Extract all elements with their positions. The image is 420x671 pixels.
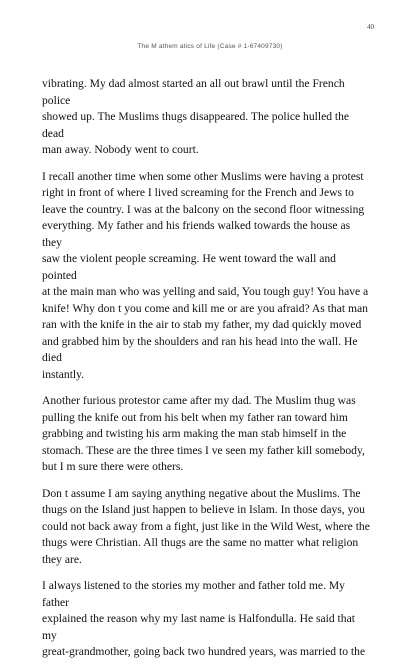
page-number: 40 [367,23,374,31]
paragraph: I always listened to the stories my mother and father told me. My father explained the reason why my last name is Halfondulla. He said that my great-grandmother, going back two hundred years, was married to the [42,579,366,658]
paragraph: Don t assume I am saying anything negative about the Muslims. The thugs on the Island just happen to believe in Islam. In those days, you could not back away from a fight, just like in the Wild West, where the thugs were Christian. All thugs are the same no matter what religion they are. [42,486,370,566]
running-header: The M athem atics of Life (Case # 1-67409730) [137,43,283,50]
paragraph: vibrating. My dad almost started an all out brawl until the French police showed up. The Muslims thugs disappeared. The police hulled the dead man away. Nobody went to court. [42,77,350,156]
paragraph: I recall another time when some other Muslims were having a protest right in front of where I lived screaming for the French and Jews to leave the country. I was at the balcony on the second floor witnessing everything. My father and his friends walked towards the house as they saw the violent people screaming. He went toward the wall and pointed at the main man who was yelling and said, You tough guy! You have a knife! Why don t you come and kill me or are you afraid? As that man ran with the knife in the air to stab my father, my dad quickly moved and grabbed him by the shoulders and ran his head into the wall. He died instantly. [42,169,369,381]
paragraph: Another furious protestor came after my dad. The Muslim thug was pulling the knife out from his belt when my father ran toward him grabbing and twisting his arm making the man stab himself in the stomach. These are the three times I ve seen my father kill somebody, but I m sure there were others. [42,394,365,473]
body-text [42,76,370,671]
